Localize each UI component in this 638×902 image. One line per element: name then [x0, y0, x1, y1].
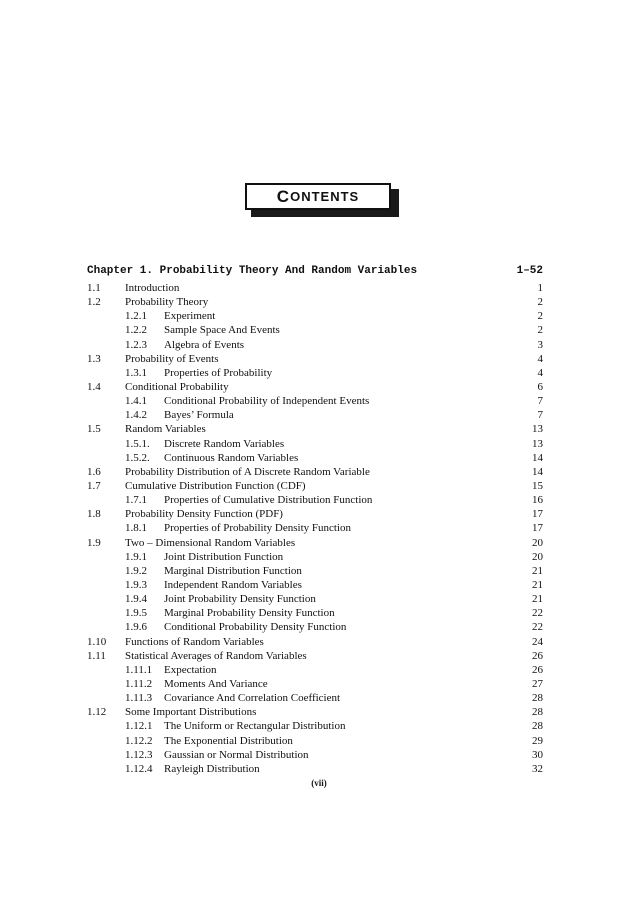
toc-entry-title: Rayleigh Distribution [164, 762, 260, 775]
toc-entry-page: 17 [532, 508, 543, 521]
toc-entry-title: Probability of Events [125, 352, 219, 365]
toc-entry-title: The Uniform or Rectangular Distribution [164, 720, 346, 733]
toc-entry [87, 352, 543, 366]
toc-entry-title: Statistical Averages of Random Variables [125, 649, 307, 662]
toc-entry-number: 1.7 [87, 480, 101, 493]
toc-entry-page: 20 [532, 550, 543, 563]
toc-entry [87, 338, 543, 352]
toc-entry-number: 1.5 [87, 423, 101, 436]
toc-entry [87, 295, 543, 309]
toc-entry-page: 2 [537, 310, 543, 323]
toc-entry [87, 281, 543, 295]
toc-entry-title: Properties of Cumulative Distribution Function [164, 494, 373, 507]
toc-entry-number: 1.2.2 [125, 324, 147, 337]
toc-entry-number: 1.11.3 [125, 692, 153, 705]
toc-entry-title: Joint Probability Density Function [164, 593, 316, 606]
toc-entry-page: 22 [532, 621, 543, 634]
contents-heading-rest: ONTENTS [290, 189, 360, 204]
toc-entry-number: 1.9.6 [125, 621, 147, 634]
toc-entry-page: 29 [532, 734, 543, 747]
toc-entry-page: 32 [532, 762, 543, 775]
toc-entry-number: 1.5.2. [125, 451, 150, 464]
toc-entry-number: 1.4.2 [125, 409, 147, 422]
toc-entry-title: Cumulative Distribution Function (CDF) [125, 480, 306, 493]
toc-entry [87, 323, 543, 337]
toc-entry-title: Independent Random Variables [164, 579, 302, 592]
toc-entry-page: 7 [537, 395, 543, 408]
toc-entry-page: 14 [532, 465, 543, 478]
toc-entry-number: 1.6 [87, 465, 101, 478]
toc-entry-title: Properties of Probability [164, 366, 273, 379]
toc-entry [87, 649, 543, 663]
toc-entry-number: 1.11.2 [125, 678, 153, 690]
toc-entry-number: 1.8 [87, 508, 101, 521]
toc-entry-title: Conditional Probability of Independent Events [164, 395, 370, 408]
toc-entry-number: 1.9.4 [125, 593, 147, 606]
toc-entry [87, 606, 543, 620]
toc-entry-title: Introduction [125, 282, 180, 295]
toc-entry-page: 30 [532, 748, 543, 761]
toc-entry [87, 309, 543, 323]
toc-entry-number: 1.4 [87, 381, 101, 394]
toc-entry [87, 408, 543, 422]
toc-entry [87, 691, 543, 705]
toc-entry-number: 1.2 [87, 296, 101, 309]
contents-heading [245, 183, 391, 210]
toc-entry-title: Conditional Probability [125, 381, 229, 394]
toc-entry-page: 27 [532, 678, 543, 690]
toc-entry-page: 2 [537, 324, 543, 337]
toc-entry [87, 394, 543, 408]
toc-entry-page: 4 [537, 352, 543, 365]
toc-entry-title: Random Variables [125, 423, 206, 436]
toc-entry-page: 21 [532, 564, 543, 577]
toc-entry-page: 13 [532, 437, 543, 450]
toc-entry-number: 1.9 [87, 536, 101, 549]
chapter-page-range: 1–52 [516, 264, 543, 277]
toc-entry [87, 366, 543, 380]
toc-entry [87, 536, 543, 550]
toc-entry-number: 1.5.1. [125, 437, 150, 450]
toc-entry-page: 2 [537, 296, 543, 309]
chapter-title: Chapter 1. Probability Theory And Random Variables [87, 264, 418, 277]
toc-entry-page: 17 [532, 522, 543, 535]
toc-entry-page: 7 [537, 409, 543, 422]
toc-entry-page: 22 [532, 607, 543, 620]
toc-entry [87, 635, 543, 649]
toc-entry [87, 465, 543, 479]
toc-entry-page: 15 [532, 480, 543, 493]
toc-entry [87, 663, 543, 677]
toc-entry [87, 550, 543, 564]
toc-entry [87, 422, 543, 436]
toc-entry-page: 6 [537, 381, 543, 394]
toc-entry-title: Gaussian or Normal Distribution [164, 748, 309, 761]
toc-entry-title: Experiment [164, 310, 216, 323]
toc-entry-title: Probability Distribution of A Discrete Random Variable [125, 465, 370, 478]
toc-entry-page: 28 [532, 692, 543, 705]
toc-entry [87, 479, 543, 493]
toc-entry-page: 26 [532, 663, 543, 676]
toc-entry-page: 4 [537, 366, 543, 379]
toc-entry [87, 493, 543, 507]
toc-entry-page: 3 [537, 338, 543, 351]
toc-entry-title: Covariance And Correlation Coefficient [164, 692, 341, 705]
page-number: (vii) [311, 778, 327, 788]
toc-entry [87, 564, 543, 578]
toc-entry-number: 1.8.1 [125, 522, 147, 535]
toc-entry [87, 620, 543, 634]
toc-entry-number: 1.2.1 [125, 310, 147, 323]
toc-entry-title: Joint Distribution Function [164, 550, 284, 563]
toc-entry-title: Two – Dimensional Random Variables [125, 536, 296, 549]
toc-entry-title: Sample Space And Events [164, 324, 280, 337]
toc-entry-number: 1.1 [87, 282, 101, 295]
toc-entry-number: 1.4.1 [125, 395, 147, 408]
toc-entry-page: 20 [532, 536, 543, 549]
toc-entry-title: Functions of Random Variables [125, 635, 264, 648]
toc-entry-page: 1 [537, 282, 543, 295]
toc-entry-title: Discrete Random Variables [164, 437, 285, 450]
toc-entry [87, 380, 543, 394]
toc-entry [87, 748, 543, 762]
toc-entry-title: Marginal Probability Density Function [164, 607, 335, 620]
toc-entry-title: Probability Theory [125, 296, 209, 309]
toc-entry-title: Conditional Probability Density Function [164, 621, 347, 634]
toc-entry [87, 734, 543, 748]
toc-entry-number: 1.9.1 [125, 550, 147, 563]
toc-entry-page: 14 [532, 451, 543, 464]
chapter-heading [87, 262, 543, 279]
toc-entry-page: 28 [532, 706, 543, 719]
toc-entry-number: 1.7.1 [125, 494, 147, 507]
contents-heading-initial: C [276, 186, 291, 206]
toc-entry-number: 1.12.2 [125, 734, 153, 747]
toc-entry-number: 1.11.1 [125, 663, 153, 676]
toc-entry-title: Moments And Variance [164, 678, 268, 690]
toc-entry-page: 26 [532, 649, 543, 662]
toc-entry-number: 1.3 [87, 352, 101, 365]
toc-entry-page: 24 [532, 635, 543, 648]
toc-entry-page: 13 [532, 423, 543, 436]
toc-entry-title: Properties of Probability Density Function [164, 522, 351, 535]
toc-entry-number: 1.12 [87, 706, 107, 719]
toc-entry-number: 1.12.4 [125, 762, 153, 775]
toc-entry [87, 578, 543, 592]
toc-entry-title: Algebra of Events [164, 338, 245, 351]
toc-entry-title: Some Important Distributions [125, 706, 257, 719]
toc-entry-number: 1.3.1 [125, 366, 147, 379]
toc-entries [87, 281, 543, 776]
table-of-contents [87, 262, 543, 776]
toc-entry-number: 1.11 [87, 649, 106, 662]
toc-entry-title: Expectation [164, 663, 217, 676]
toc-entry-title: Marginal Distribution Function [164, 564, 302, 577]
toc-entry [87, 507, 543, 521]
toc-entry-number: 1.12.1 [125, 720, 153, 733]
toc-entry-title: Probability Density Function (PDF) [125, 508, 283, 521]
toc-entry [87, 719, 543, 733]
toc-entry [87, 521, 543, 535]
toc-entry-page: 16 [532, 494, 543, 507]
toc-entry-title: Bayes’ Formula [164, 409, 234, 422]
toc-entry-number: 1.9.2 [125, 564, 147, 577]
toc-entry-title: The Exponential Distribution [164, 734, 293, 747]
toc-entry [87, 677, 543, 691]
toc-entry-page: 21 [532, 579, 543, 592]
toc-entry-number: 1.12.3 [125, 748, 153, 761]
toc-entry [87, 451, 543, 465]
toc-entry-page: 28 [532, 720, 543, 733]
toc-entry-number: 1.9.3 [125, 579, 147, 592]
toc-entry-title: Continuous Random Variables [164, 451, 299, 464]
toc-entry [87, 762, 543, 776]
toc-entry-page: 21 [532, 593, 543, 606]
toc-entry [87, 705, 543, 719]
toc-entry-number: 1.9.5 [125, 607, 147, 620]
toc-entry [87, 437, 543, 451]
toc-entry [87, 592, 543, 606]
toc-entry-number: 1.2.3 [125, 338, 147, 351]
toc-entry-number: 1.10 [87, 635, 107, 648]
